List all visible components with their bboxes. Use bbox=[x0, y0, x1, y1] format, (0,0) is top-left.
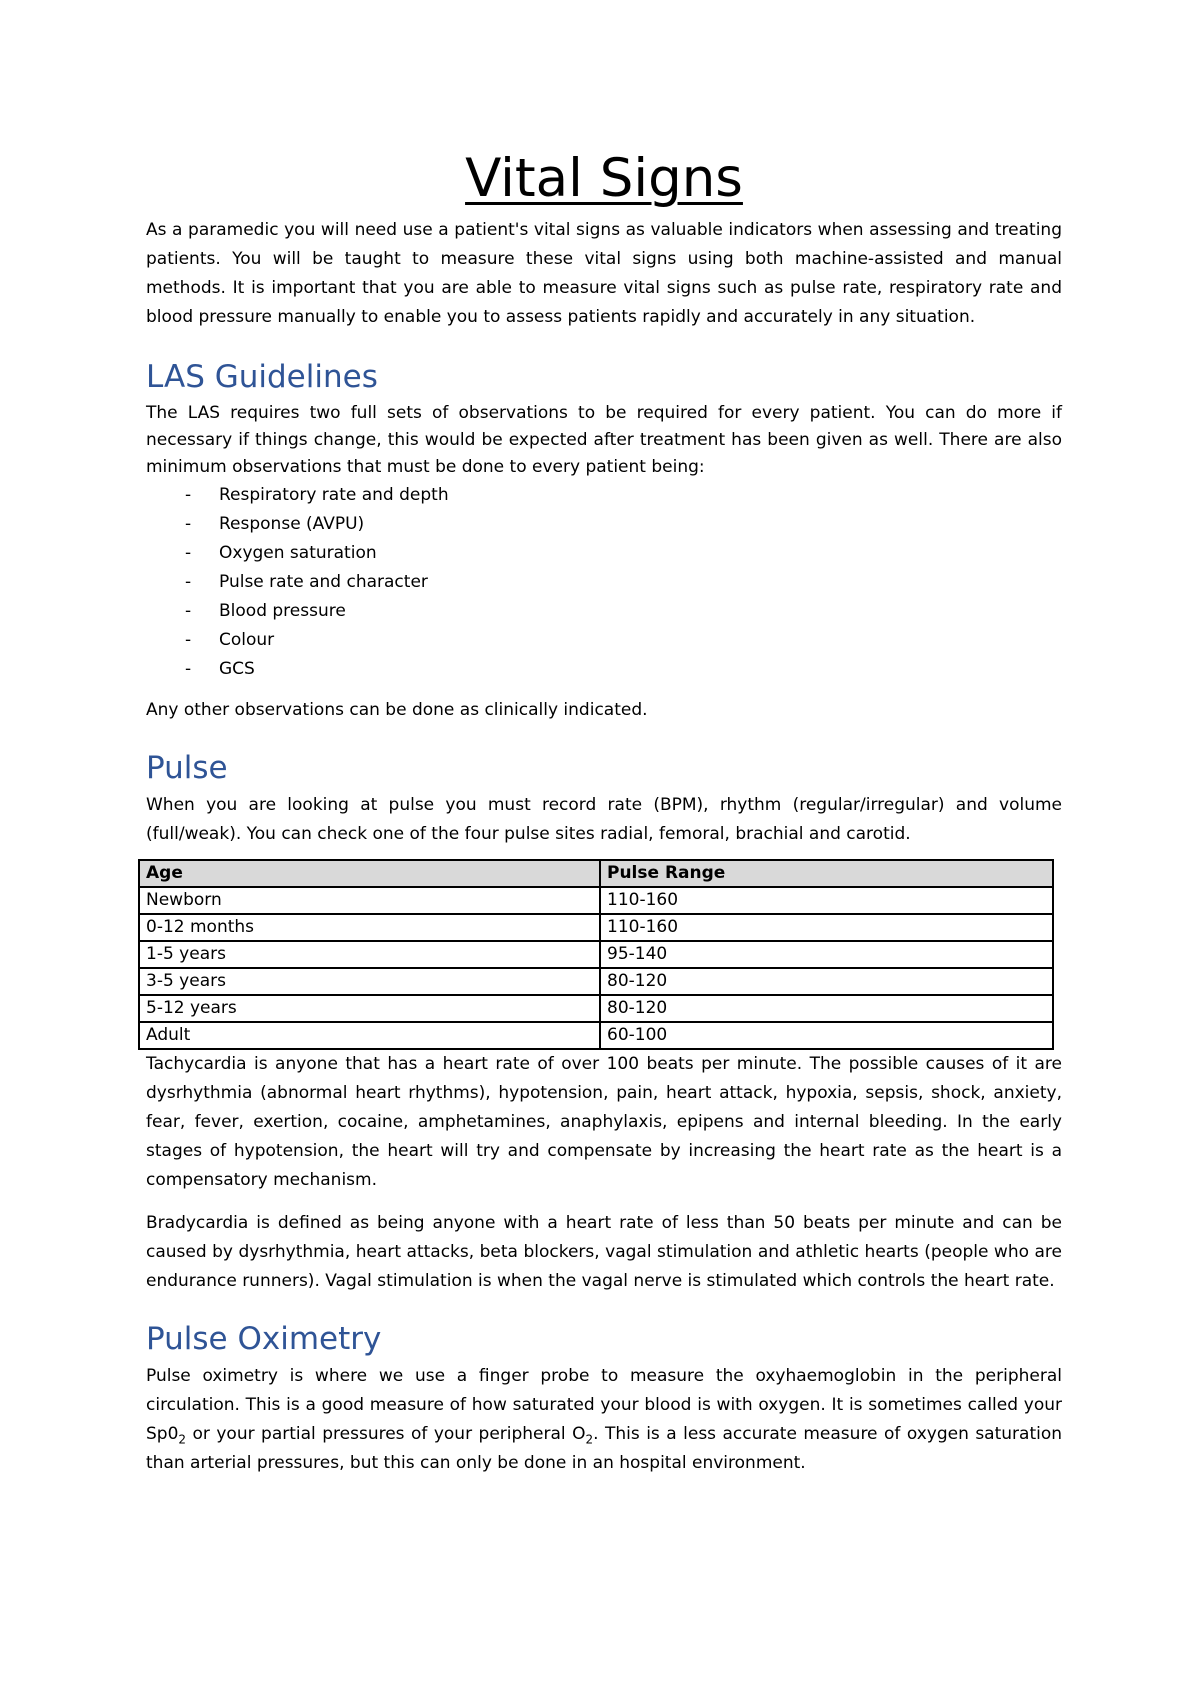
pulse-cell: 60-100 bbox=[600, 1022, 1053, 1049]
table-row bbox=[139, 1022, 1053, 1049]
pulse-oximetry-heading: Pulse Oximetry bbox=[146, 1321, 382, 1357]
age-cell: Newborn bbox=[139, 887, 600, 914]
list-item: - Pulse rate and character bbox=[185, 572, 428, 592]
pulse-paragraph: When you are looking at pulse you must record rate (BPM), rhythm (regular/irregular) and volume (full/weak). You can check one of the four pulse sites radial, femoral, brachial and carotid. bbox=[146, 795, 1062, 844]
age-cell: 5-12 years bbox=[139, 995, 600, 1022]
las-after-paragraph: Any other observations can be done as clinically indicated. bbox=[146, 700, 648, 720]
page-title-text: Vital Signs bbox=[465, 148, 743, 209]
pulse-cell: 95-140 bbox=[600, 941, 1053, 968]
observations-list bbox=[146, 481, 1062, 684]
pulse-range-table bbox=[138, 859, 1054, 1050]
list-item: - Blood pressure bbox=[185, 601, 346, 621]
table-header-row bbox=[139, 860, 1053, 887]
list-item: - GCS bbox=[185, 659, 255, 679]
pulse-cell: 110-160 bbox=[600, 887, 1053, 914]
header-pulse-range: Pulse Range bbox=[600, 860, 1053, 887]
las-heading: LAS Guidelines bbox=[146, 359, 378, 395]
list-item: - Response (AVPU) bbox=[185, 514, 365, 534]
las-paragraph: The LAS requires two full sets of observations to be required for every patient. You can do more if necessary if things change, this would be expected after treatment has been given as well. There are also minimum observations that must be done to every patient being: bbox=[146, 403, 1062, 477]
pulse-cell: 80-120 bbox=[600, 968, 1053, 995]
header-age: Age bbox=[139, 860, 600, 887]
page-title bbox=[146, 148, 1062, 210]
intro-paragraph: As a paramedic you will need use a patient's vital signs as valuable indicators when assessing and treating patients. You will be taught to measure these vital signs using both machine-assisted and manual methods. It is important that you are able to measure vital signs such as pulse rate, respiratory rate and blood pressure manually to enable you to assess patients rapidly and accurately in any situation. bbox=[146, 220, 1062, 327]
list-item: - Respiratory rate and depth bbox=[185, 485, 449, 505]
list-item: - Colour bbox=[185, 630, 275, 650]
tachycardia-paragraph: Tachycardia is anyone that has a heart rate of over 100 beats per minute. The possible causes of it are dysrhythmia (abnormal heart rhythms), hypotension, pain, heart attack, hypoxia, sepsis, shock, anxiety, fear, fever, exertion, cocaine, amphetamines, anaphylaxis, epipens and internal bleeding. In the early stages of hypotension, the heart will try and compensate by increasing the heart rate as the heart is a compensatory mechanism. bbox=[146, 1054, 1062, 1190]
pulse-cell: 110-160 bbox=[600, 914, 1053, 941]
table-row bbox=[139, 995, 1053, 1022]
pulse-heading: Pulse bbox=[146, 750, 228, 786]
oximetry-paragraph: Pulse oximetry is where we use a finger probe to measure the oxyhaemoglobin in the peripheral circulation. This is a good measure of how saturated your blood is with oxygen. It is sometimes called your $Sp0_2$ or your partial pressures of your peripheral $O_2$. This is a less accurate measure of oxygen saturation than arterial pressures, but this can only be done in an hospital environment. bbox=[146, 1366, 1063, 1473]
bradycardia-paragraph: Bradycardia is defined as being anyone with a heart rate of less than 50 beats per minute and can be caused by dysrhythmia, heart attacks, beta blockers, vagal stimulation and athletic hearts (people who are endurance runners). Vagal stimulation is when the vagal nerve is stimulated which controls the heart rate. bbox=[146, 1213, 1062, 1291]
age-cell: 0-12 months bbox=[139, 914, 600, 941]
age-cell: 3-5 years bbox=[139, 968, 600, 995]
list-item: - Oxygen saturation bbox=[185, 543, 377, 563]
table-row bbox=[139, 968, 1053, 995]
age-cell: Adult bbox=[139, 1022, 600, 1049]
age-cell: 1-5 years bbox=[139, 941, 600, 968]
table-row bbox=[139, 887, 1053, 914]
table-row bbox=[139, 914, 1053, 941]
pulse-cell: 80-120 bbox=[600, 995, 1053, 1022]
table-row bbox=[139, 941, 1053, 968]
